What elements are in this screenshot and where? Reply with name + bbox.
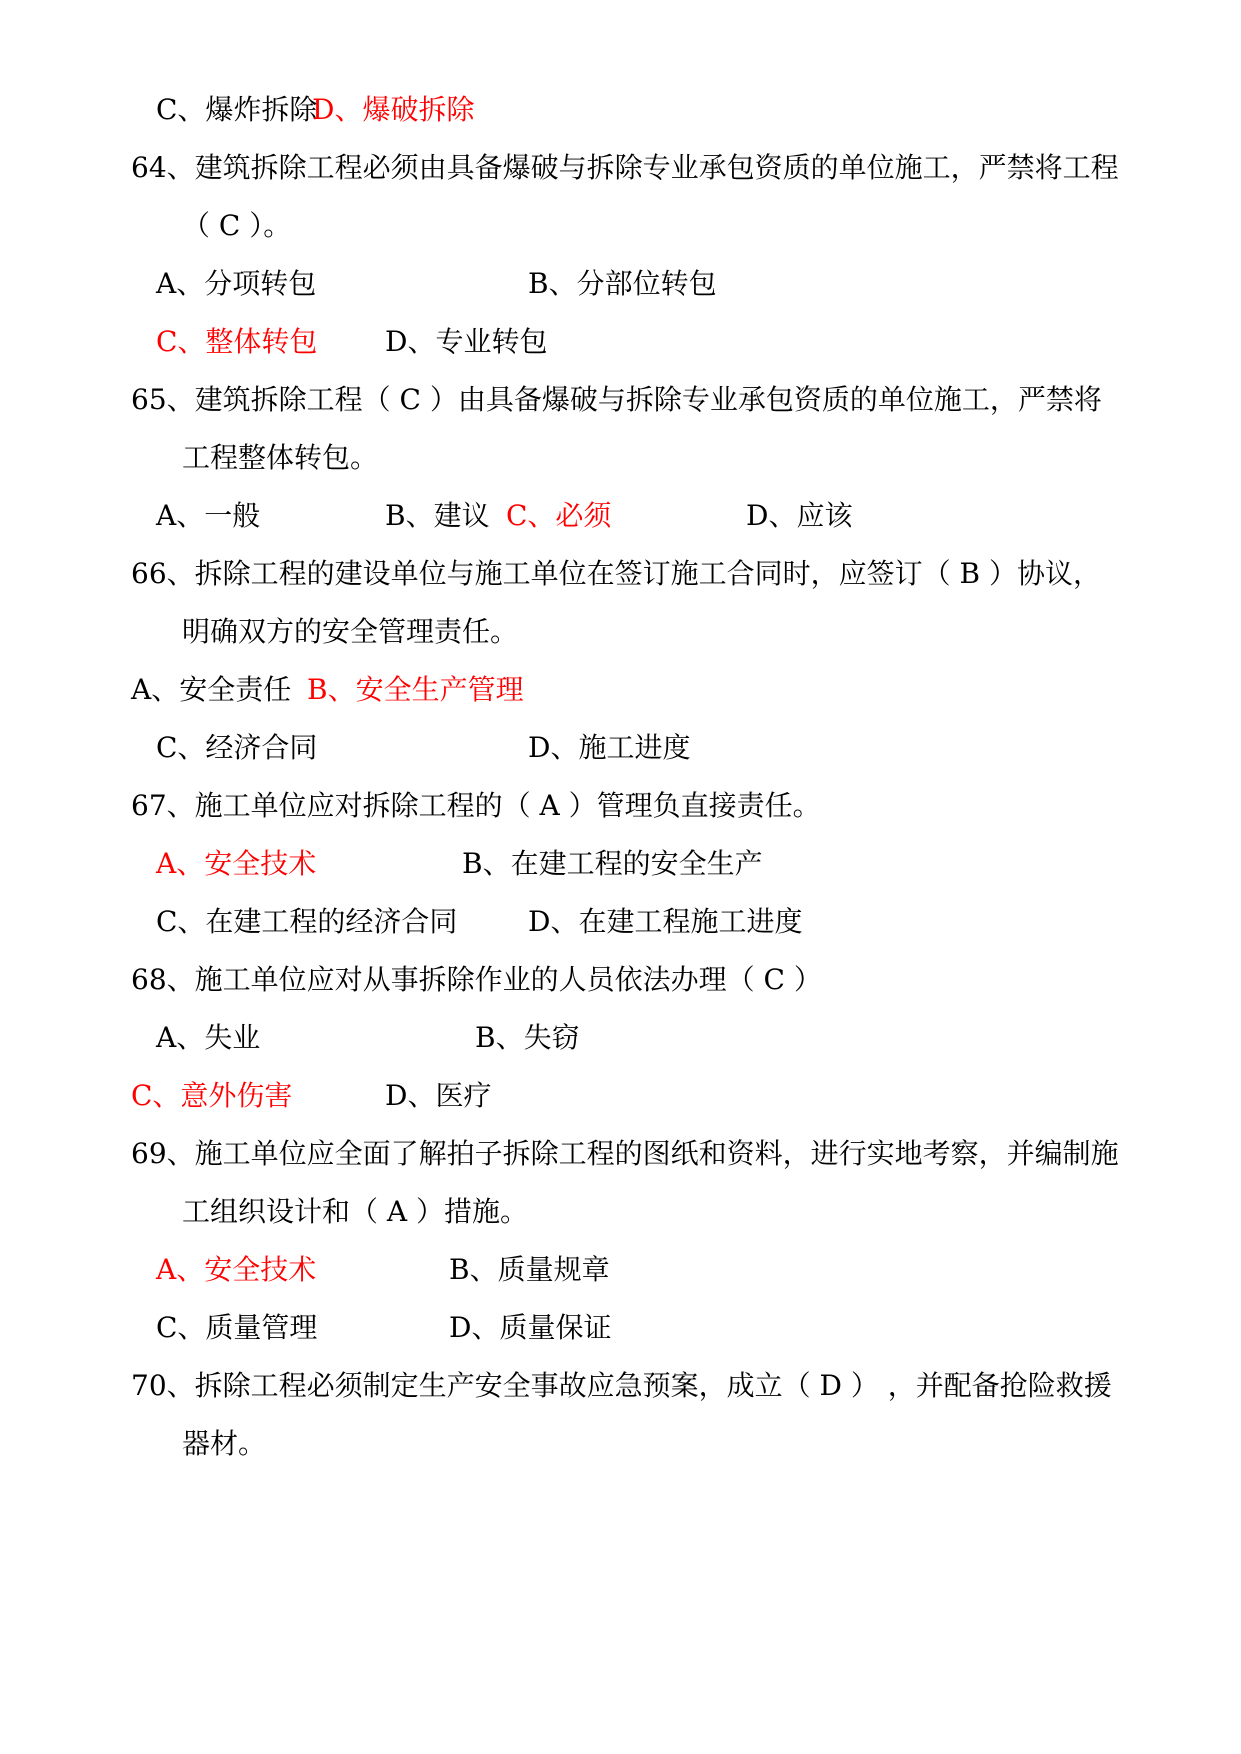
q66-option-d: D、施工进度 [528, 731, 691, 764]
q67-option-c: C、在建工程的经济合同 [156, 905, 458, 938]
q68-option-a: A、失业 [156, 1021, 261, 1054]
q66-options-ab [131, 672, 631, 708]
q66-option-c: C、经济合同 [156, 731, 318, 764]
q69-option-c: C、质量管理 [156, 1311, 318, 1344]
q65-options [156, 498, 916, 534]
q69-option-d: D、质量保证 [449, 1311, 612, 1344]
q67-option-a-answer: A、安全技术 [156, 847, 317, 880]
q69-stem-line2: 工组织设计和（ A ）措施。 [182, 1195, 529, 1228]
q68-options-cd [131, 1078, 631, 1114]
q66-options-cd [156, 730, 756, 766]
q64-option-c-answer: C、整体转包 [156, 325, 318, 358]
q67-option-d: D、在建工程施工进度 [528, 905, 803, 938]
q68-options-ab [156, 1020, 656, 1056]
q66-stem-line2: 明确双方的安全管理责任。 [182, 615, 519, 648]
q66-stem-line1: 66、拆除工程的建设单位与施工单位在签订施工合同时，应签订（ B ）协议， [131, 557, 1102, 590]
q64-option-b: B、分部位转包 [528, 267, 717, 300]
q64-options-cd [156, 324, 656, 360]
q66-option-b-answer: B、安全生产管理 [307, 673, 524, 706]
q64-option-a: A、分项转包 [156, 267, 317, 300]
q63-option-d-answer: D、爆破拆除 [312, 93, 475, 126]
q67-option-b: B、在建工程的安全生产 [462, 847, 763, 880]
q69-option-b: B、质量规章 [449, 1253, 610, 1286]
q64-option-d: D、专业转包 [385, 325, 548, 358]
q68-stem: 68、施工单位应对从事拆除作业的人员依法办理（ C ） [131, 963, 822, 996]
q63-options-cd [156, 92, 556, 128]
q64-options-ab [156, 266, 756, 302]
q64-stem-line2: （ C ）。 [182, 209, 292, 242]
q65-option-d: D、应该 [746, 499, 853, 532]
q68-option-d: D、医疗 [385, 1079, 492, 1112]
q65-option-b: B、建议 [385, 499, 490, 532]
q65-option-a: A、一般 [156, 499, 261, 532]
q67-options-cd [156, 904, 836, 940]
q64-stem-line1: 64、建筑拆除工程必须由具备爆破与拆除专业承包资质的单位施工，严禁将工程 [131, 151, 1119, 184]
q68-option-c-answer: C、意外伤害 [131, 1079, 293, 1112]
q68-option-b: B、失窃 [475, 1021, 580, 1054]
q70-stem-line1: 70、拆除工程必须制定生产安全事故应急预案，成立（ D ） ，并配备抢险救援 [131, 1369, 1112, 1402]
q67-stem: 67、施工单位应对拆除工程的（ A ）管理负直接责任。 [131, 789, 821, 822]
q69-options-cd [156, 1310, 656, 1346]
q67-options-ab [156, 846, 796, 882]
q69-options-ab [156, 1252, 656, 1288]
q69-stem-line1: 69、施工单位应全面了解拍子拆除工程的图纸和资料，进行实地考察，并编制施 [131, 1137, 1119, 1170]
q70-stem-line2: 器材。 [182, 1427, 267, 1460]
q69-option-a-answer: A、安全技术 [156, 1253, 317, 1286]
q66-option-a: A、安全责任 [131, 673, 292, 706]
q65-stem-line1: 65、建筑拆除工程（ C ）由具备爆破与拆除专业承包资质的单位施工，严禁将 [131, 383, 1102, 416]
q65-stem-line2: 工程整体转包。 [182, 441, 379, 474]
q63-option-c: C、爆炸拆除 [156, 93, 318, 126]
q65-option-c-answer: C、必须 [506, 499, 612, 532]
